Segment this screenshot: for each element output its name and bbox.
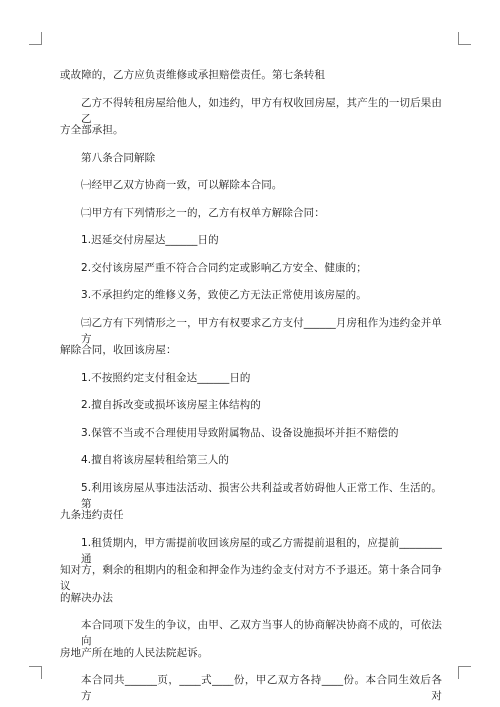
paragraph-line: 房地产所在地的人民法院起诉。 — [60, 646, 209, 659]
paragraph-line: 或故障的，乙方应负责维修或承担赔偿责任。第七条转租 — [60, 69, 325, 81]
section-heading: 第八条合同解除 — [81, 151, 156, 164]
paragraph-line: ㈢乙方有下列情形之一，甲方有权要求乙方支付______月房租作为违约金并单方 — [81, 316, 442, 345]
paragraph-line: 本合同共______页，____式____份，甲乙双方各持____份。本合同生效后各方对 — [81, 674, 442, 702]
list-item: 3.保管不当或不合理使用导致附属物品、设备设施损坏并拒不赔偿的 — [81, 426, 399, 439]
paragraph-line: 的解决办法 — [60, 591, 113, 604]
list-item: 1.不按照约定支付租金达______日的 — [81, 371, 251, 384]
list-item: 1.迟延交付房屋达______日的 — [81, 234, 219, 246]
list-item: 5.利用该房屋从事违法活动、损害公共利益或者妨碍他人正常工作、生活的。第 — [81, 481, 442, 510]
paragraph-line: 本合同项下发生的争议，由甲、乙双方当事人的协商解决协商不成的，可依法向 — [81, 619, 442, 647]
paragraph-line: 知对方，剩余的租期内的租金和押金作为违约金支付对方不予退还。第十条合同争议 — [60, 564, 442, 592]
paragraph-line: 解除合同，收回该房屋： — [60, 344, 177, 356]
list-item: 3.不承担约定的维修义务，致使乙方无法正常使用该房屋的。 — [81, 289, 367, 301]
paragraph-line: 乙方不得转租房屋给他人，如违约，甲方有权收回房屋，其产生的一切后果由乙 — [81, 96, 442, 125]
crop-mark-bottom-right — [458, 666, 471, 679]
paragraph-line: ㈠经甲乙双方协商一致，可以解除本合同。 — [81, 179, 283, 191]
list-item: 1.租赁期内，甲方需提前收回该房屋的或乙方需提前退租的，应提前________通 — [81, 536, 442, 565]
crop-mark-top-left — [29, 32, 42, 45]
crop-mark-top-right — [458, 32, 471, 45]
list-item: 2.交付该房屋严重不符合合同约定或影响乙方安全、健康的； — [81, 261, 367, 274]
paragraph-line: 方全部承担。 — [60, 124, 124, 136]
section-heading: 九条违约责任 — [60, 509, 124, 521]
paragraph-line: ㈡甲方有下列情形之一的，乙方有权单方解除合同： — [81, 206, 325, 219]
list-item: 4.擅自将该房屋转租给第三人的 — [81, 454, 230, 466]
document-body — [60, 67, 442, 700]
crop-mark-bottom-left — [29, 666, 42, 679]
list-item: 2.擅自拆改变或损坏该房屋主体结构的 — [81, 399, 261, 411]
